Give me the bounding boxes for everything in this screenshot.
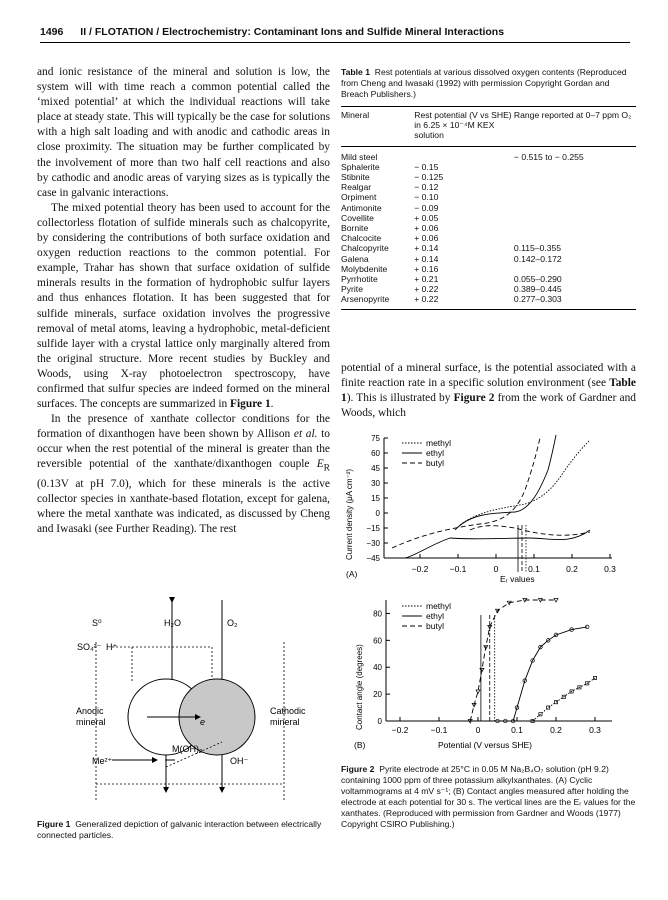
col-header-mineral: Mineral	[341, 107, 414, 147]
cell-rest-potential: + 0.22	[414, 284, 439, 295]
cell-range	[514, 192, 636, 202]
cell-range	[514, 172, 636, 182]
table-row	[341, 203, 636, 213]
table-row	[341, 182, 636, 192]
label-o2: O₂	[227, 618, 238, 628]
figure-2-caption: Figure 2 Pyrite electrode at 25°C in 0.05 M Na₂B₄O₇ solution (pH 9.2) containing 1000 ppm of three potassium alkylxanthates. (A) Cyclic voltammograms at 4 mV s⁻¹; (B) Contact angles measured after holding the electrode at each potential for 30 s. The vertical lines are the Eᵣ values for the xanthates. (Reproduced with permission from Gardner and Woods (1977) Copyright CSIRO Publishing.)	[341, 764, 636, 829]
cell-rest-potential: + 0.05	[414, 212, 439, 223]
cell-rest-potential: + 0.06	[414, 223, 439, 234]
panel-b-xtick: 0.1	[511, 725, 523, 735]
paragraph-2: The mixed potential theory has been used to account for the collectorless flotation of sulfide minerals such as chalcopyrite, by considering the contributions of both surface oxidation and oxygen reduction reactions to the common potential. For example, Trahar has shown that surface oxidation of sulfide minerals results in the formation of hydrophobic sulfur layers and thus enhances flotation. It has been suggested that for sulfide minerals, surface oxidation involves the progressive removal of metal atoms, leaving a hydrophobic, metal-deficient sulfide layer with a crystal lattice only marginally altered from the original structure. More recent studies by Buckley and Woods, using X-ray photoelectron spectroscopy, have confirmed that sulfur species are indeed formed on the mineral surfaces. The concepts are summarized in Figure 1.	[37, 201, 330, 411]
label-h2o: H₂O	[164, 618, 181, 628]
panel-a-ytick: 0	[375, 509, 380, 518]
panel-a-xtick: 0.2	[566, 564, 578, 574]
cell-rest-potential: − 0.10	[414, 192, 439, 203]
figure-2-ref[interactable]: Figure 2	[453, 392, 495, 405]
figure-1-ref[interactable]: Figure 1	[230, 398, 271, 411]
left-column-text	[37, 65, 330, 537]
label-so4: SO₄²⁻	[77, 642, 102, 652]
panel-a-xtick: 0	[493, 564, 499, 574]
figure-2-panel-a	[340, 430, 640, 590]
panel-a-ytick: −30	[366, 539, 380, 548]
legend-b-methyl: methyl	[426, 601, 452, 611]
series-line-butyl	[470, 600, 556, 721]
cell-range: − 0.515 to − 0.255	[513, 151, 584, 162]
label-oh: OH⁻	[230, 756, 249, 766]
cell-range	[514, 223, 636, 233]
legend-a-methyl: methyl	[426, 438, 452, 448]
cell-range	[514, 162, 636, 172]
label-hplus: H⁺	[106, 642, 118, 652]
cell-rest-potential: + 0.14	[414, 253, 439, 264]
table-1-ref[interactable]: Table 1	[341, 377, 636, 405]
panel-b-ytick: 40	[373, 663, 382, 673]
panel-b-xtick: 0.3	[589, 725, 601, 735]
series-line-ethyl	[498, 627, 588, 721]
table-row	[341, 223, 636, 233]
curve-methyl	[460, 440, 590, 525]
cell-range: 0.115–0.355	[513, 243, 562, 254]
panel-a-label: (A)	[346, 569, 358, 579]
panel-a-xlabel: Eᵣ values	[500, 574, 535, 584]
panel-b-xtick: −0.1	[430, 725, 448, 735]
curve-return	[405, 530, 590, 558]
legend-b-butyl: butyl	[426, 621, 444, 631]
data-point-butyl	[538, 599, 542, 603]
figure-1	[72, 592, 322, 807]
label-electron: e	[200, 717, 206, 727]
panel-a-ytick: −45	[366, 554, 380, 563]
cell-mineral: Galena	[341, 253, 369, 264]
legend-a-ethyl: ethyl	[426, 448, 444, 458]
table-row	[341, 233, 636, 243]
table-row	[341, 294, 636, 309]
running-header	[40, 26, 630, 43]
cell-rest-potential: − 0.12	[414, 182, 439, 193]
panel-b-ylabel: Contact angle (degrees)	[355, 644, 364, 730]
panel-b-xtick: 0	[475, 725, 481, 735]
data-point-butyl	[476, 690, 480, 694]
legend-b-ethyl: ethyl	[426, 611, 444, 621]
curve-ethyl	[455, 435, 556, 530]
col-header-range: Range reported at 0–7 ppm O₂	[514, 107, 636, 147]
panel-b-xtick: −0.2	[391, 725, 409, 735]
panel-a-xtick: 0.1	[528, 564, 540, 574]
cell-rest-potential: − 0.15	[414, 161, 439, 172]
paragraph-4: potential of a mineral surface, is the potential associated with a finite reaction rate in a specific solution environment (see Table 1). This is illustrated by Figure 2 from the work of Gardner and Woods, which	[341, 362, 636, 420]
table-1-label: Table 1	[341, 67, 370, 77]
table-row	[341, 192, 636, 202]
cell-rest-potential: + 0.06	[414, 233, 439, 244]
label-anodic-2: mineral	[76, 717, 106, 727]
panel-b-ytick: 60	[373, 636, 382, 646]
panel-a-ytick: 30	[371, 479, 380, 488]
col-header-rest-potential: Rest potential (V vs SHE) in 6.25 × 10⁻⁴M KEX solution	[414, 107, 514, 147]
cell-mineral: Covellite	[341, 212, 374, 223]
label-cathodic-2: mineral	[270, 717, 300, 727]
cell-mineral: Mild steel	[341, 151, 378, 162]
cell-mineral: Orpiment	[341, 192, 377, 203]
label-anodic-1: Anodic	[76, 706, 104, 716]
panel-b-label: (B)	[354, 740, 366, 750]
paragraph-1: and ionic resistance of the mineral and solution is low, the system will with time reach a common potential called the ‘mixed potential’ at which the individual reactions will take place at steady state. This will typically be the case for solutions with a high salt loading and with anodic and cathodic areas in close proximity. The situation may be further complicated by the involvement of more than two half cell reactions and also by cathodic and anodic areas of varying sizes as is typically the case in galvanic interactions.	[37, 66, 330, 199]
cell-mineral: Molybdenite	[341, 263, 388, 274]
panel-a-ylabel: Current density (μA cm⁻²)	[345, 468, 354, 560]
table-row	[341, 254, 636, 264]
cell-rest-potential: + 0.16	[414, 263, 439, 274]
panel-b-xtick: 0.2	[550, 725, 562, 735]
label-me: Me²⁺	[92, 756, 113, 766]
cell-mineral: Arsenopyrite	[341, 294, 414, 309]
cell-mineral: Antimonite	[341, 202, 382, 213]
paragraph-3: In the presence of xanthate collector conditions for the formation of dixanthogen have been shown by Allison et al. to occur when the rest potential of the mineral is greater than the reversible potential of the xanthate/dixanthogen couple $E_R$ (0.13V at pH 7.0), which for these minerals is the active collector species in xanthate-based flotation, except for galena, where the metal xanthate was indicated, as discussed by Cheng and Iwasaki (see Further Reading). The rest	[37, 413, 330, 536]
cell-rest-potential: + 0.22	[414, 294, 514, 309]
label-cathodic-1: Cathodic	[270, 706, 306, 716]
cell-range	[514, 264, 636, 274]
cell-rest-potential: + 0.14	[414, 243, 439, 254]
cell-rest-potential	[414, 146, 514, 162]
cell-mineral: Stibnite	[341, 172, 370, 183]
table-row	[341, 146, 636, 162]
table-header-row	[341, 107, 636, 147]
panel-a-ytick: 60	[371, 449, 380, 458]
cell-mineral: Bornite	[341, 223, 369, 234]
cell-range: 0.142–0.172	[513, 253, 562, 264]
cell-mineral: Pyrrhotite	[341, 274, 378, 285]
panel-a-xtick: −0.2	[411, 564, 429, 574]
figure-2-panel-b	[340, 595, 640, 755]
figure-1-label: Figure 1	[37, 819, 71, 829]
cell-rest-potential: − 0.09	[414, 202, 439, 213]
panel-a-ytick: 75	[371, 434, 380, 443]
data-point-butyl	[554, 599, 558, 603]
panel-b-xlabel: Potential (V versus SHE)	[438, 740, 533, 750]
table-row	[341, 274, 636, 284]
table-row	[341, 162, 636, 172]
panel-a-ytick: 15	[371, 494, 380, 503]
right-column-text	[341, 361, 636, 421]
cell-mineral: Chalcocite	[341, 233, 382, 244]
data-point-methyl	[593, 676, 596, 679]
figure-1-caption: Figure 1 Generalized depiction of galvanic interaction between electrically connected particles.	[37, 819, 322, 840]
cell-range	[514, 233, 636, 243]
legend-a-butyl: butyl	[426, 458, 444, 468]
panel-a-ytick: 45	[371, 464, 380, 473]
cell-mineral: Pyrite	[341, 284, 363, 295]
label-moh: M(OH)₂	[172, 744, 203, 754]
panel-a-ytick: −15	[366, 524, 380, 533]
table-1	[341, 106, 636, 310]
panel-b-ytick: 80	[373, 609, 382, 619]
cell-rest-potential: − 0.125	[414, 172, 444, 183]
panel-b-ytick: 0	[377, 717, 382, 726]
table-row	[341, 213, 636, 223]
running-title: II / FLOTATION / Electrochemistry: Contaminant Ions and Sulfide Mineral Interactions	[80, 26, 505, 38]
cell-mineral: Sphalerite	[341, 161, 380, 172]
cell-range	[514, 213, 636, 223]
label-s0: S⁰	[92, 618, 102, 628]
figure-2-label: Figure 2	[341, 764, 375, 774]
cell-mineral: Realgar	[341, 182, 372, 193]
cell-rest-potential: + 0.21	[414, 274, 439, 285]
table-row	[341, 284, 636, 294]
table-row	[341, 264, 636, 274]
cell-range	[514, 203, 636, 213]
cell-range: 0.277–0.303	[514, 294, 636, 309]
cell-range: 0.389–0.445	[513, 284, 562, 295]
table-row	[341, 243, 636, 253]
cell-range	[514, 182, 636, 192]
panel-b-ytick: 20	[373, 690, 382, 700]
panel-a-xtick: −0.1	[449, 564, 467, 574]
cell-mineral: Chalcopyrite	[341, 243, 389, 254]
cell-range: 0.055–0.290	[513, 274, 562, 285]
table-1-caption: Table 1 Rest potentials at various dissolved oxygen contents (Reproduced from Cheng and Iwasaki (1992) with permission Copyright Gordan and Breach Publishers.)	[341, 67, 627, 99]
panel-a-xtick: 0.3	[604, 564, 616, 574]
page-number: 1496	[40, 26, 64, 38]
table-row	[341, 172, 636, 182]
